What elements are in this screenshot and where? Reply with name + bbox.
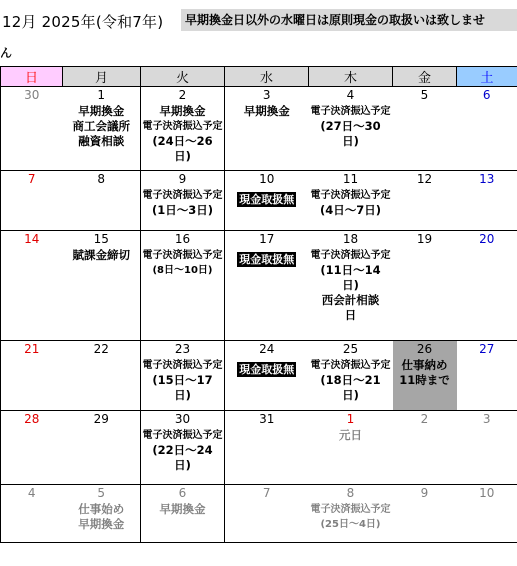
calendar-day-cell[interactable]: [457, 411, 517, 485]
calendar-day-cell[interactable]: [141, 485, 225, 543]
day-number: 2: [178, 88, 187, 102]
calendar-day-cell[interactable]: [141, 341, 225, 411]
calendar-week-row: [1, 485, 517, 543]
event-text: 11時まで: [399, 373, 450, 387]
weekday-sat: 土: [457, 67, 517, 87]
event-text: 仕事納め: [401, 358, 448, 372]
day-number: 9: [178, 172, 187, 186]
weekday-header-row: [1, 67, 517, 87]
day-number: 14: [24, 232, 40, 246]
calendar-week-row: [1, 341, 517, 411]
day-number: 5: [420, 88, 429, 102]
event-text: 仕事始め: [78, 502, 125, 516]
calendar-day-cell[interactable]: [63, 411, 141, 485]
calendar-day-cell[interactable]: [393, 171, 457, 231]
day-number: 19: [416, 232, 433, 246]
no-cash-badge: 現金取扱無: [239, 193, 295, 206]
calendar-day-cell[interactable]: [457, 341, 517, 411]
calendar-day-cell[interactable]: [141, 171, 225, 231]
day-number: 17: [259, 232, 275, 246]
event-text: 日): [342, 278, 359, 292]
calendar-day-cell[interactable]: [309, 411, 393, 485]
event-text: 電子決済振込予定: [142, 121, 223, 132]
day-number: 3: [482, 412, 491, 426]
calendar-day-cell[interactable]: [1, 171, 63, 231]
day-number: 2: [420, 412, 429, 426]
event-text: 早期換金: [243, 104, 290, 118]
day-number: 21: [24, 342, 40, 356]
event-text: 電子決済振込予定: [310, 190, 391, 201]
event-text: (22日～24: [152, 443, 213, 457]
day-number: 4: [27, 486, 36, 500]
day-number: 25: [342, 342, 359, 356]
calendar-day-cell[interactable]: [1, 411, 63, 485]
event-text: 融資相談: [78, 134, 125, 148]
calendar-day-cell[interactable]: [225, 411, 309, 485]
calendar-day-cell[interactable]: [63, 231, 141, 341]
calendar-day-cell[interactable]: [63, 87, 141, 171]
calendar-day-cell[interactable]: [393, 87, 457, 171]
calendar-day-cell[interactable]: [225, 485, 309, 543]
event-text: (27日～30: [320, 119, 381, 133]
day-number: 11: [342, 172, 359, 186]
day-number: 12: [416, 172, 433, 186]
day-number: 20: [479, 232, 495, 246]
notice-banner: 早期換金日以外の水曜日は原則現金の取扱いは致しませ: [181, 9, 517, 31]
event-text: 電子決済振込予定: [142, 360, 223, 371]
event-text: 西会計相談: [321, 293, 380, 307]
weekday-fri: 金: [393, 67, 457, 87]
notice-banner-tail: ん: [0, 46, 13, 60]
day-number: 24: [259, 342, 275, 356]
calendar-day-cell[interactable]: [393, 341, 457, 411]
day-number: 1: [97, 88, 106, 102]
calendar-day-cell[interactable]: [457, 231, 517, 341]
event-text: (18日～21: [320, 373, 381, 387]
calendar-day-cell[interactable]: [141, 411, 225, 485]
calendar-day-cell[interactable]: [457, 171, 517, 231]
day-number: 18: [342, 232, 359, 246]
calendar-day-cell[interactable]: [225, 171, 309, 231]
event-text: 電子決済振込予定: [142, 250, 223, 261]
event-text: 早期換金: [78, 104, 125, 118]
event-text: 電子決済振込予定: [142, 430, 223, 441]
day-number: 9: [420, 486, 429, 500]
event-text: 電子決済振込予定: [310, 504, 391, 515]
event-text: 早期換金: [159, 104, 206, 118]
event-text: 元日: [339, 428, 362, 442]
event-text: 日: [344, 308, 357, 322]
calendar-day-cell[interactable]: [309, 87, 393, 171]
event-text: 日): [174, 458, 191, 472]
day-number: 31: [259, 412, 275, 426]
day-number: 26: [416, 342, 433, 356]
day-number: 29: [93, 412, 109, 426]
weekday-tue: 火: [141, 67, 225, 87]
weekday-wed: 水: [225, 67, 309, 87]
calendar-day-cell[interactable]: [1, 485, 63, 543]
event-text: 商工会議所: [72, 119, 130, 133]
event-text: (11日～14: [320, 263, 381, 277]
calendar-day-cell[interactable]: [309, 341, 393, 411]
calendar-day-cell[interactable]: [309, 171, 393, 231]
calendar-week-row: [1, 171, 517, 231]
event-text: (15日～17: [152, 373, 213, 387]
calendar-day-cell[interactable]: [225, 341, 309, 411]
day-number: 28: [24, 412, 40, 426]
event-text: 電子決済振込予定: [310, 250, 391, 261]
day-number: 27: [479, 342, 495, 356]
no-cash-badge: 現金取扱無: [239, 253, 295, 266]
event-text: (4日～7日): [319, 203, 381, 217]
calendar-day-cell[interactable]: [63, 171, 141, 231]
event-text: 日): [342, 388, 359, 402]
calendar-day-cell[interactable]: [457, 485, 517, 543]
day-number: 5: [97, 486, 106, 500]
day-number: 30: [174, 412, 191, 426]
event-text: 電子決済振込予定: [310, 360, 391, 371]
calendar-day-cell[interactable]: [393, 485, 457, 543]
day-number: 7: [27, 172, 36, 186]
calendar-day-cell[interactable]: [457, 87, 517, 171]
day-number: 8: [97, 172, 106, 186]
calendar-day-cell[interactable]: [393, 231, 457, 341]
page-title: 12月 2025年(令和7年): [2, 13, 164, 31]
calendar-week-row: [1, 87, 517, 171]
day-number: 6: [178, 486, 187, 500]
event-text: 早期換金: [159, 502, 206, 516]
day-number: 23: [174, 342, 191, 356]
event-text: 日): [342, 134, 359, 148]
day-number: 30: [24, 88, 40, 102]
calendar-day-cell[interactable]: [141, 231, 225, 341]
day-number: 6: [482, 88, 491, 102]
day-number: 10: [259, 172, 275, 186]
weekday-sun: 日: [1, 67, 63, 87]
title-bar: [0, 8, 517, 32]
calendar-day-cell[interactable]: [63, 341, 141, 411]
day-number: 13: [479, 172, 495, 186]
calendar-day-cell[interactable]: [1, 87, 63, 171]
event-text: 電子決済振込予定: [310, 106, 391, 117]
day-number: 22: [93, 342, 109, 356]
day-number: 10: [479, 486, 495, 500]
day-number: 7: [262, 486, 271, 500]
calendar-day-cell[interactable]: [225, 87, 309, 171]
event-text: 電子決済振込予定: [142, 190, 223, 201]
weekday-thu: 木: [309, 67, 393, 87]
day-number: 3: [262, 88, 271, 102]
event-text: (8日～10日): [152, 265, 213, 276]
calendar-day-cell[interactable]: [63, 485, 141, 543]
calendar-day-cell[interactable]: [309, 485, 393, 543]
event-text: 早期換金: [78, 517, 125, 531]
day-number: 4: [346, 88, 355, 102]
calendar-grid: [0, 66, 517, 543]
calendar-day-cell[interactable]: [1, 231, 63, 341]
day-number: 8: [346, 486, 355, 500]
day-number: 16: [174, 232, 191, 246]
event-text: (1日～3日): [151, 203, 213, 217]
calendar-week-row: [1, 231, 517, 341]
calendar-week-row: [1, 411, 517, 485]
calendar-day-cell[interactable]: [1, 341, 63, 411]
day-number: 15: [93, 232, 109, 246]
event-text: (25日～4日): [320, 519, 381, 530]
event-text: 日): [174, 149, 191, 163]
event-text: 日): [174, 388, 191, 402]
calendar-day-cell[interactable]: [309, 231, 393, 341]
weekday-mon: 月: [63, 67, 141, 87]
day-number: 1: [346, 412, 355, 426]
event-text: 賦課金締切: [72, 248, 130, 262]
calendar-day-cell[interactable]: [393, 411, 457, 485]
event-text: (24日～26: [152, 134, 213, 148]
no-cash-badge: 現金取扱無: [239, 363, 295, 376]
calendar-day-cell[interactable]: [225, 231, 309, 341]
calendar-day-cell[interactable]: [141, 87, 225, 171]
